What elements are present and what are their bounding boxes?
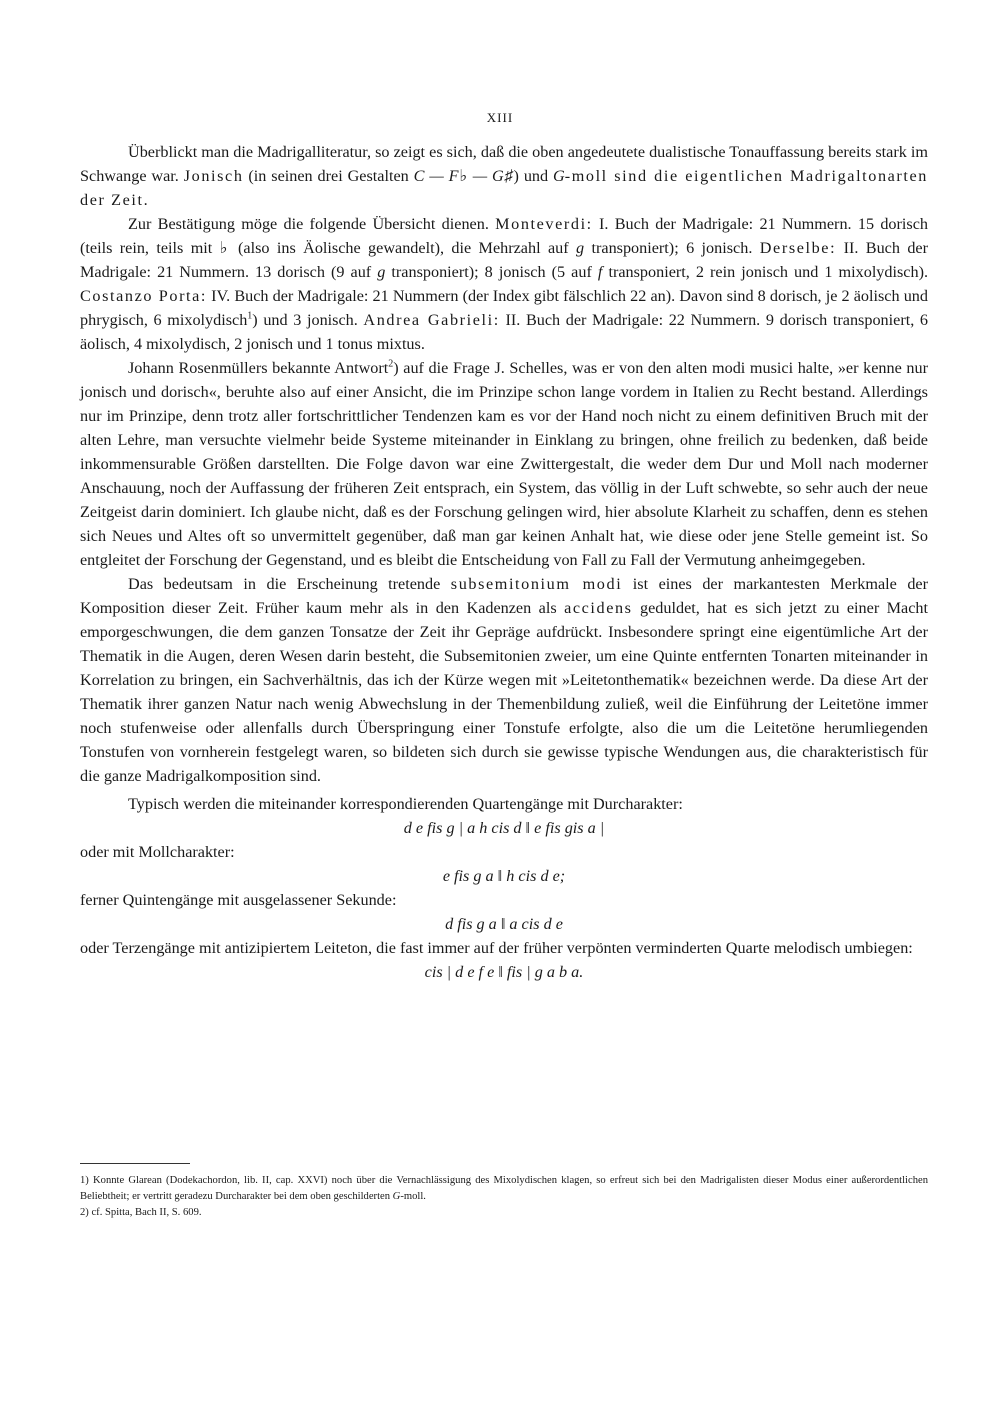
paragraph-6: oder mit Mollcharakter: <box>80 843 235 861</box>
footnote-1: 1) Konnte Glarean (Dodekachordon, lib. II, cap. XXVI) noch über die Vernachlässigung des Mixolydischen klagen, so erfreut sich bei den Madrigalisten dieser Modus einer außerordentlichen Beliebtheit; er vertritt geradezu Durcharakter bei dem oben geschilderten G-moll. <box>80 1175 928 1202</box>
footnotes <box>80 1173 928 1221</box>
term-jonisch: Jonisch <box>183 167 244 185</box>
paragraph-2: Zur Bestätigung möge die folgende Übersicht dienen. Monteverdi: I. Buch der Madrigale: 21 Nummern. 15 dorisch (teils rein, teils mit ♭ (also ins Äolische gewandelt), die Mehrzahl auf g transponiert); 6 jonisch. Derselbe: II. Buch der Madrigale: 21 Nummern. 13 dorisch (9 auf g transponiert); 8 jonisch (5 auf f transponiert, 2 rein jonisch und 1 mixolydisch). Costanzo Porta: IV. Buch der Madrigale: 21 Nummern (der Index gibt fälschlich 22 an). Davon sind 8 dorisch, je 2 äolisch und phrygisch, 6 mixolydisch$^1$) und 3 jonisch. Andrea Gabrieli: II. Buch der Madrigale: 22 Nummern. 9 dorisch transponiert, 6 äolisch, 4 mixolydisch, 2 jonisch und 1 tonus mixtus. <box>80 215 929 353</box>
page-number: XIII <box>486 110 514 125</box>
footnote-divider <box>80 1163 190 1164</box>
paragraph-7: ferner Quintengänge mit ausgelassener Sekunde: <box>80 891 397 909</box>
footnote-ref-1[interactable]: 1 <box>247 310 253 322</box>
footnote-ref-2[interactable]: 2 <box>388 358 394 370</box>
term-subsemitonium: subsemitonium modi <box>450 575 623 593</box>
paragraph-8: oder Terzengänge mit antizipiertem Leiteton, die fast immer auf der früher verpönten verminderten Quarte melodisch umbiegen: <box>80 939 913 957</box>
paragraph-4: Das bedeutsam in die Erscheinung tretende subsemitonium modi ist eines der markantesten Merkmale der Komposition dieser Zeit. Früher kaum mehr als in den Kadenzen als accidens geduldet, hat es sich jetzt zu einer Macht emporgeschwungen, die dem ganzen Tonsatze der Zeit ihr Gepräge aufdrückt. Insbesondere springt eine eigentümliche Art der Thematik in die Augen, deren Wesen darin besteht, die Subsemitonien zweier, um eine Quinte entfernten Tonarten miteinander in Korrelation zu bringen, ein Sachverhältnis, das ich der Kürze wegen mit »Leitetonthematik« bezeichnen werde. Da diese Art der Thematik ihrer ganzen Natur nach wenig Abwechslung in der Themenbildung zuließ, weil die Einführung der Leitetöne immer noch stufenweise oder allenfalls durch Überspringung einer Tonstufe erfolgte, also die um die Leitetöne herumliegenden Tonstufen von vornherein festgelegt waren, so bildeten sich durch sie gewisse typische Wendungen aus, die charakteristisch für die ganze Madrigalkomposition sind. <box>80 575 929 785</box>
composer-porta: Costanzo Porta: <box>80 287 208 305</box>
paragraph-5: Typisch werden die miteinander korrespondierenden Quartengänge mit Durcharakter: <box>128 795 683 813</box>
composer-gabrieli: Andrea Gabrieli: <box>363 311 500 329</box>
footnote-2: 2) cf. Spitta, Bach II, S. 609. <box>80 1207 202 1218</box>
paragraph-3: Johann Rosenmüllers bekannte Antwort$^2$) auf die Frage J. Schelles, was er von den alten modi musici halte, »er kenne nur jonisch und dorisch«, beruhte also auf einer Ansicht, die im Prinzipe schon lange vordem in Italien zu Recht bestand. Allerdings nur im Prinzipe, denn trotz aller fortschrittlicher Tendenzen kam es vor der Hand noch nicht zu einem definitiven Bruch mit der alten Lehre, man versuchte vielmehr beide Systeme miteinander in Einklang zu bringen, ohne freilich zu bedenken, daß beide inkommensurable Größen darstellten. Die Folge davon war eine Zwittergestalt, die weder dem Dur und Moll nach moderner Anschauung, noch der Auffassung der früheren Zeit entsprach, ein System, das völlig in der Luft schwebte, so sehr auch der neue Zeitgeist darin dominiert. Ich glaube nicht, daß es der Forschung gelingen wird, hier absolute Klarheit zu schaffen, denn es stehen sich Neues und Altes oft so unvermittelt gegenüber, daß man gar keinen Anhalt hat, wie diese oder jene Stelle gemeint ist. So entgleitet der Forschung der Gegenstand, und es bleibt die Entscheidung von Fall zu Fall der Vermutung anheimgegeben. <box>80 358 928 569</box>
body-text <box>80 140 928 984</box>
example-thirds: cis | d e f e ‖ fis | g a b a. <box>424 963 584 981</box>
example-major-quarts: d e fis g | a h cis d ‖ e fis gis a | <box>403 819 605 837</box>
key-shapes: C — F♭ — G♯ <box>413 167 514 185</box>
example-minor-quarts: e fis g a ‖ h cis d e; <box>442 867 566 885</box>
composer-monteverdi: Monteverdi: <box>495 215 593 233</box>
example-fifths: d fis g a ‖ a cis d e <box>445 915 563 933</box>
paragraph-1: Überblickt man die Madrigalliteratur, so zeigt es sich, daß die oben angedeutete dualistische Tonauffassung bereits stark im Schwange war. Jonisch (in seinen drei Gestalten C — F♭ — G♯) und G-moll sind die eigentlichen Madrigaltonarten der Zeit. <box>80 143 928 209</box>
composer-derselbe: Derselbe: <box>759 239 837 257</box>
term-accidens: accidens <box>564 599 633 617</box>
